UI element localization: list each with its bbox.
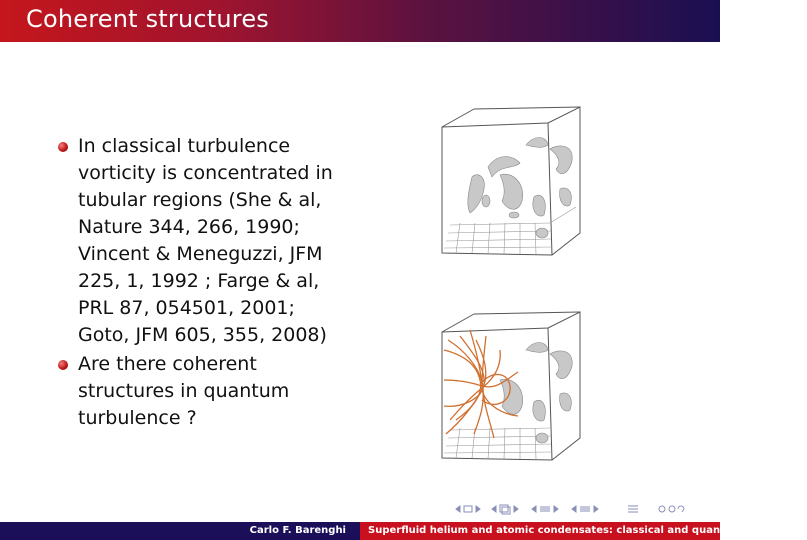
bullet-line: 225, 1, 1992 ; Farge & al, (78, 270, 320, 292)
title-bar (0, 0, 720, 42)
bullet-item-1 (58, 133, 358, 349)
bullet-line: Are there coherent (78, 353, 257, 375)
bullet-line: Vincent & Meneguzzi, JFM (78, 243, 323, 265)
bullet-item-2 (58, 351, 358, 432)
bullet-line: PRL 87, 054501, 2001; (78, 297, 295, 319)
bullet-line: vorticity is concentrated in (78, 162, 333, 184)
nav-subsection-icon[interactable] (492, 505, 518, 514)
nav-section-icon[interactable] (532, 506, 558, 512)
bullet-line: structures in quantum (78, 380, 290, 402)
bullet-ball-icon (58, 360, 68, 370)
nav-frame-icon[interactable] (456, 506, 480, 512)
nav-slide-icon[interactable] (572, 506, 598, 512)
slide-title: Coherent structures (26, 5, 269, 33)
footer-title-panel (360, 522, 807, 540)
bullet-line: tubular regions (She & al, (78, 189, 322, 211)
bullet-line: turbulence ? (78, 407, 197, 429)
footer-author-panel (0, 522, 360, 540)
nav-align-icon[interactable] (628, 506, 638, 512)
beamer-navigation-bar[interactable] (452, 503, 702, 515)
bullet-line: Nature 344, 266, 1990; (78, 216, 300, 238)
nav-search-icon[interactable] (659, 506, 684, 512)
bullet-line: In classical turbulence (78, 135, 291, 157)
bullet-list (58, 133, 358, 434)
vortex-tubes-with-lines-figure (430, 310, 590, 470)
footer (0, 522, 807, 540)
vortex-tubes-box-figure (430, 105, 590, 265)
bullet-ball-icon (58, 142, 68, 152)
footer-author: Carlo F. Barenghi (249, 525, 346, 536)
bullet-line: Goto, JFM 605, 355, 2008) (78, 324, 327, 346)
footer-talk-title: Superfluid helium and atomic condensates: classical and quantum turbulence (368, 525, 807, 536)
